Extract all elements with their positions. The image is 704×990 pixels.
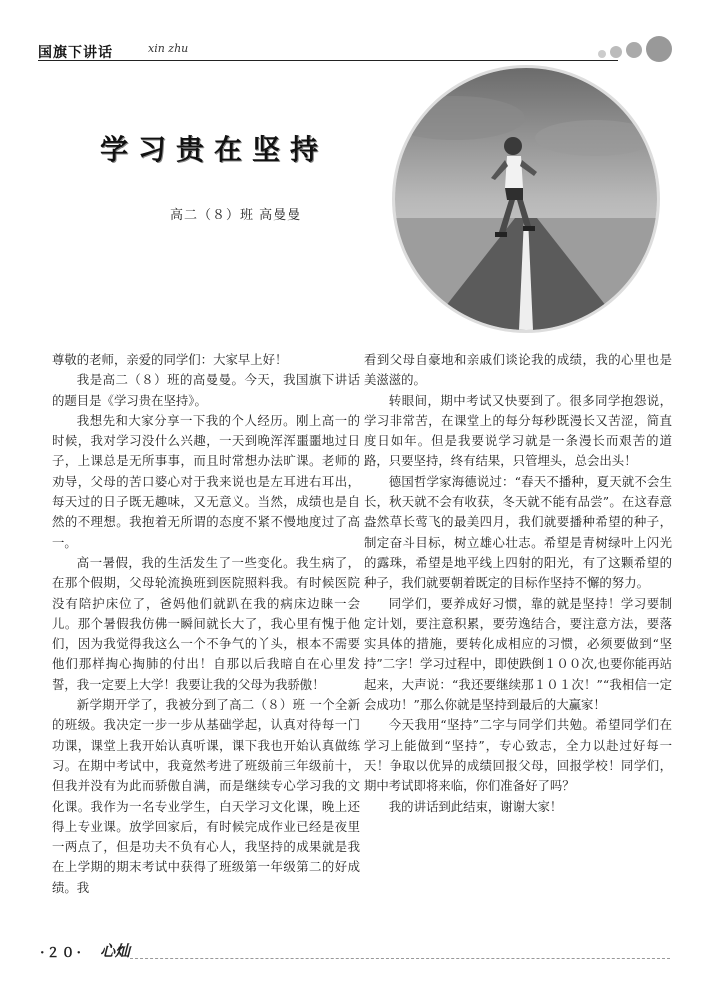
decorative-dots-icon (598, 36, 678, 66)
paragraph: 我是高二（８）班的高曼曼。今天，我国旗下讲话的题目是《学习贵在坚持》。 (52, 372, 360, 408)
left-column (52, 350, 360, 898)
column-name: 国旗下讲话 (38, 45, 113, 61)
paragraph: 转眼间，期中考试又快要到了。很多同学抱怨说，学习非常苦，在课堂上的每分每秒既漫长又苦涩，简直度日如年。但是我要说学习就是一条漫长而艰苦的道路，只要坚持，终有结果，只管埋头，总会出头！ (364, 392, 672, 469)
footer-rule (130, 958, 670, 959)
page-header (38, 36, 670, 66)
column-pinyin: xin zhu (148, 42, 189, 55)
paragraph: 同学们，要养成好习惯，靠的就是坚持！学习要制定计划，要注意积累，要劳逸结合，要注意方法，要落实具体的措施，要转化成相应的习惯，必须要做到“坚持”二字！学习过程中，即使跌倒１００次,也要你能再站起来，大声说：“我还要继续那１０１次！”“我相信一定会成功！”那么你就是坚持到最后的大赢家！ (364, 595, 672, 713)
paragraph: 新学期开学了，我被分到了高二（８）班 一个全新的班级。我决定一步一步从基础学起，认真对待每一门功课，课堂上我开始认真听课，课下我也开始认真做练习。在期中考试中，我竟然考进了班级前三年级前十，但我并没有为此而骄傲自满，而是继续专心学习我的文化课。我作为一名专业学生，白天学习文化课，晚上还得上专业课。放学回家后，有时候完成作业已经是夜里一两点了，但是功夫不负有心人，我坚持的成果就是我在上学期的期末考试中获得了班级第一年级第二的好成绩。我 (52, 697, 360, 895)
article-author: 高二（８）班 高曼曼 (170, 208, 302, 223)
paragraph: 德国哲学家海德说过：“春天不播种，夏天就不会生长，秋天就不会有收获，冬天就不能有品尝”。在这春意盎然草长莺飞的最美四月，我们就要播种希望的种子，制定奋斗目标，树立雄心壮志。希望是青树绿叶上闪光的露珠，希望是地平线上四射的阳光，有了这颗希望的种子，我们就要朝着既定的目标作坚持不懈的努力。 (364, 473, 672, 591)
runner-photo (395, 68, 657, 330)
page-number: ·２０· (40, 946, 84, 961)
right-column (364, 350, 672, 817)
paragraph: 高一暑假，我的生活发生了一些变化。我生病了，在那个假期，父母轮流换班到医院照料我。有时候医院没有陪护床位了，爸妈他们就趴在我的病床边睐一会儿。那个暑假我仿佛一瞬间就长大了，我心里有愧于他们，因为我觉得我这么一个不争气的丫头，根本不需要他们那样掏心掏肺的付出！自那以后我暗自在心里发誓，我一定要上大学！我要让我的父母为我骄傲！ (52, 554, 360, 692)
paragraph: 尊敬的老师，亲爱的同学们：大家早上好！ (52, 352, 288, 367)
paragraph: 我的讲话到此结束，谢谢大家！ (388, 798, 563, 814)
magazine-brand: 心灿 (100, 942, 131, 960)
paragraph: 我想先和大家分享一下我的个人经历。刚上高一的时候，我对学习没什么兴趣，一天到晚浑浑噩噩地过日子，上课总是无所事事，而且时常想办法旷课。老师的劝导，父母的苦口婆心对于我来说也是左耳进右耳出，每天过的日子既无趣味，又无意义。当然，成绩也是自然的不理想。我抱着无所谓的态度不紧不慢地度过了高一。 (52, 412, 360, 550)
article-title: 学习贵在坚持 (100, 133, 329, 166)
paragraph: 看到父母自豪地和亲戚们谈论我的成绩，我的心里也是美滋滋的。 (364, 352, 672, 388)
page-footer (40, 938, 660, 968)
paragraph: 今天我用“坚持”二字与同学们共勉。希望同学们在学习上能做到“坚持”，专心致志，全力以赴过好每一天！争取以优异的成绩回报父母，回报学校！同学们，期中考试即将来临，你们准备好了吗？ (364, 717, 672, 794)
header-rule (38, 60, 618, 61)
